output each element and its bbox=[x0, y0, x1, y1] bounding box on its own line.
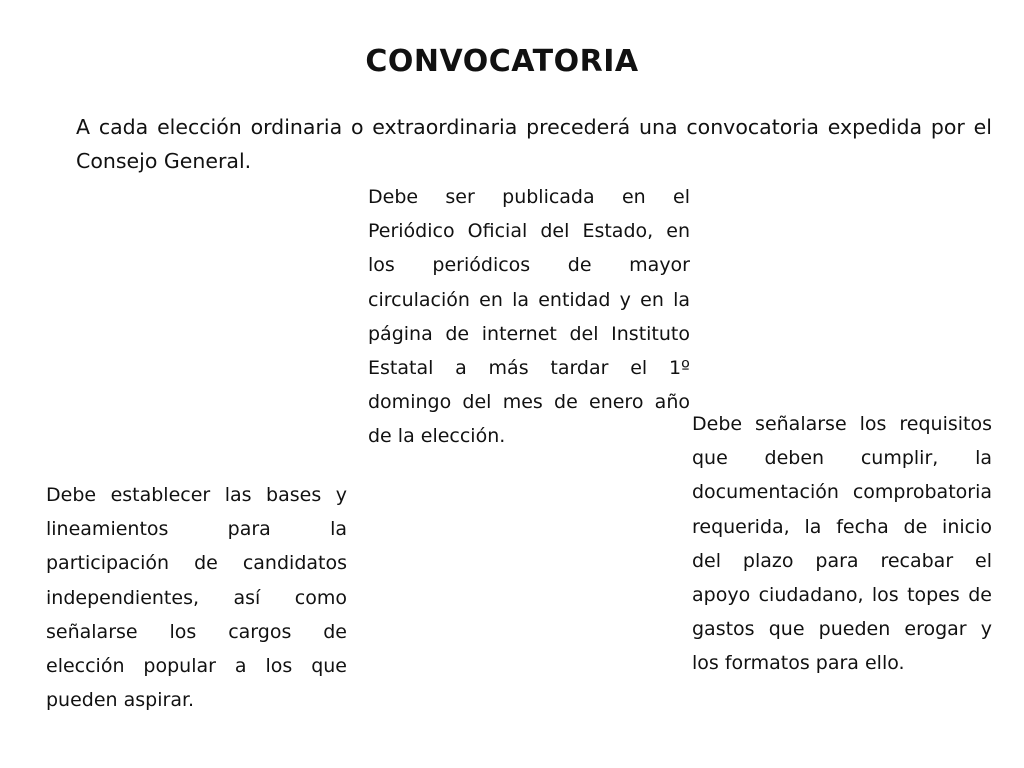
requirements-text-box: Debe señalarse los requisitos que deben cumplir, la documentación comprobatoria requerida, la fecha de inicio del plazo para recabar el apoyo ciudadano, los topes de gastos que pueden erogar y los formatos para ello. bbox=[692, 413, 992, 675]
publication-text-box: Debe ser publicada en el Periódico Oficial del Estado, en los periódicos de mayor circulación en la entidad y en la página de internet del Instituto Estatal a más tardar el 1º domingo del mes de enero año de la elección. bbox=[368, 186, 690, 448]
slide-title: CONVOCATORIA bbox=[365, 44, 639, 79]
intro-paragraph: A cada elección ordinaria o extraordinaria precederá una convocatoria expedida por el Consejo General. bbox=[76, 115, 992, 173]
bases-text-box: Debe establecer las bases y lineamientos para la participación de candidatos independientes, así como señalarse los cargos de elección popular a los que pueden aspirar. bbox=[46, 484, 347, 712]
